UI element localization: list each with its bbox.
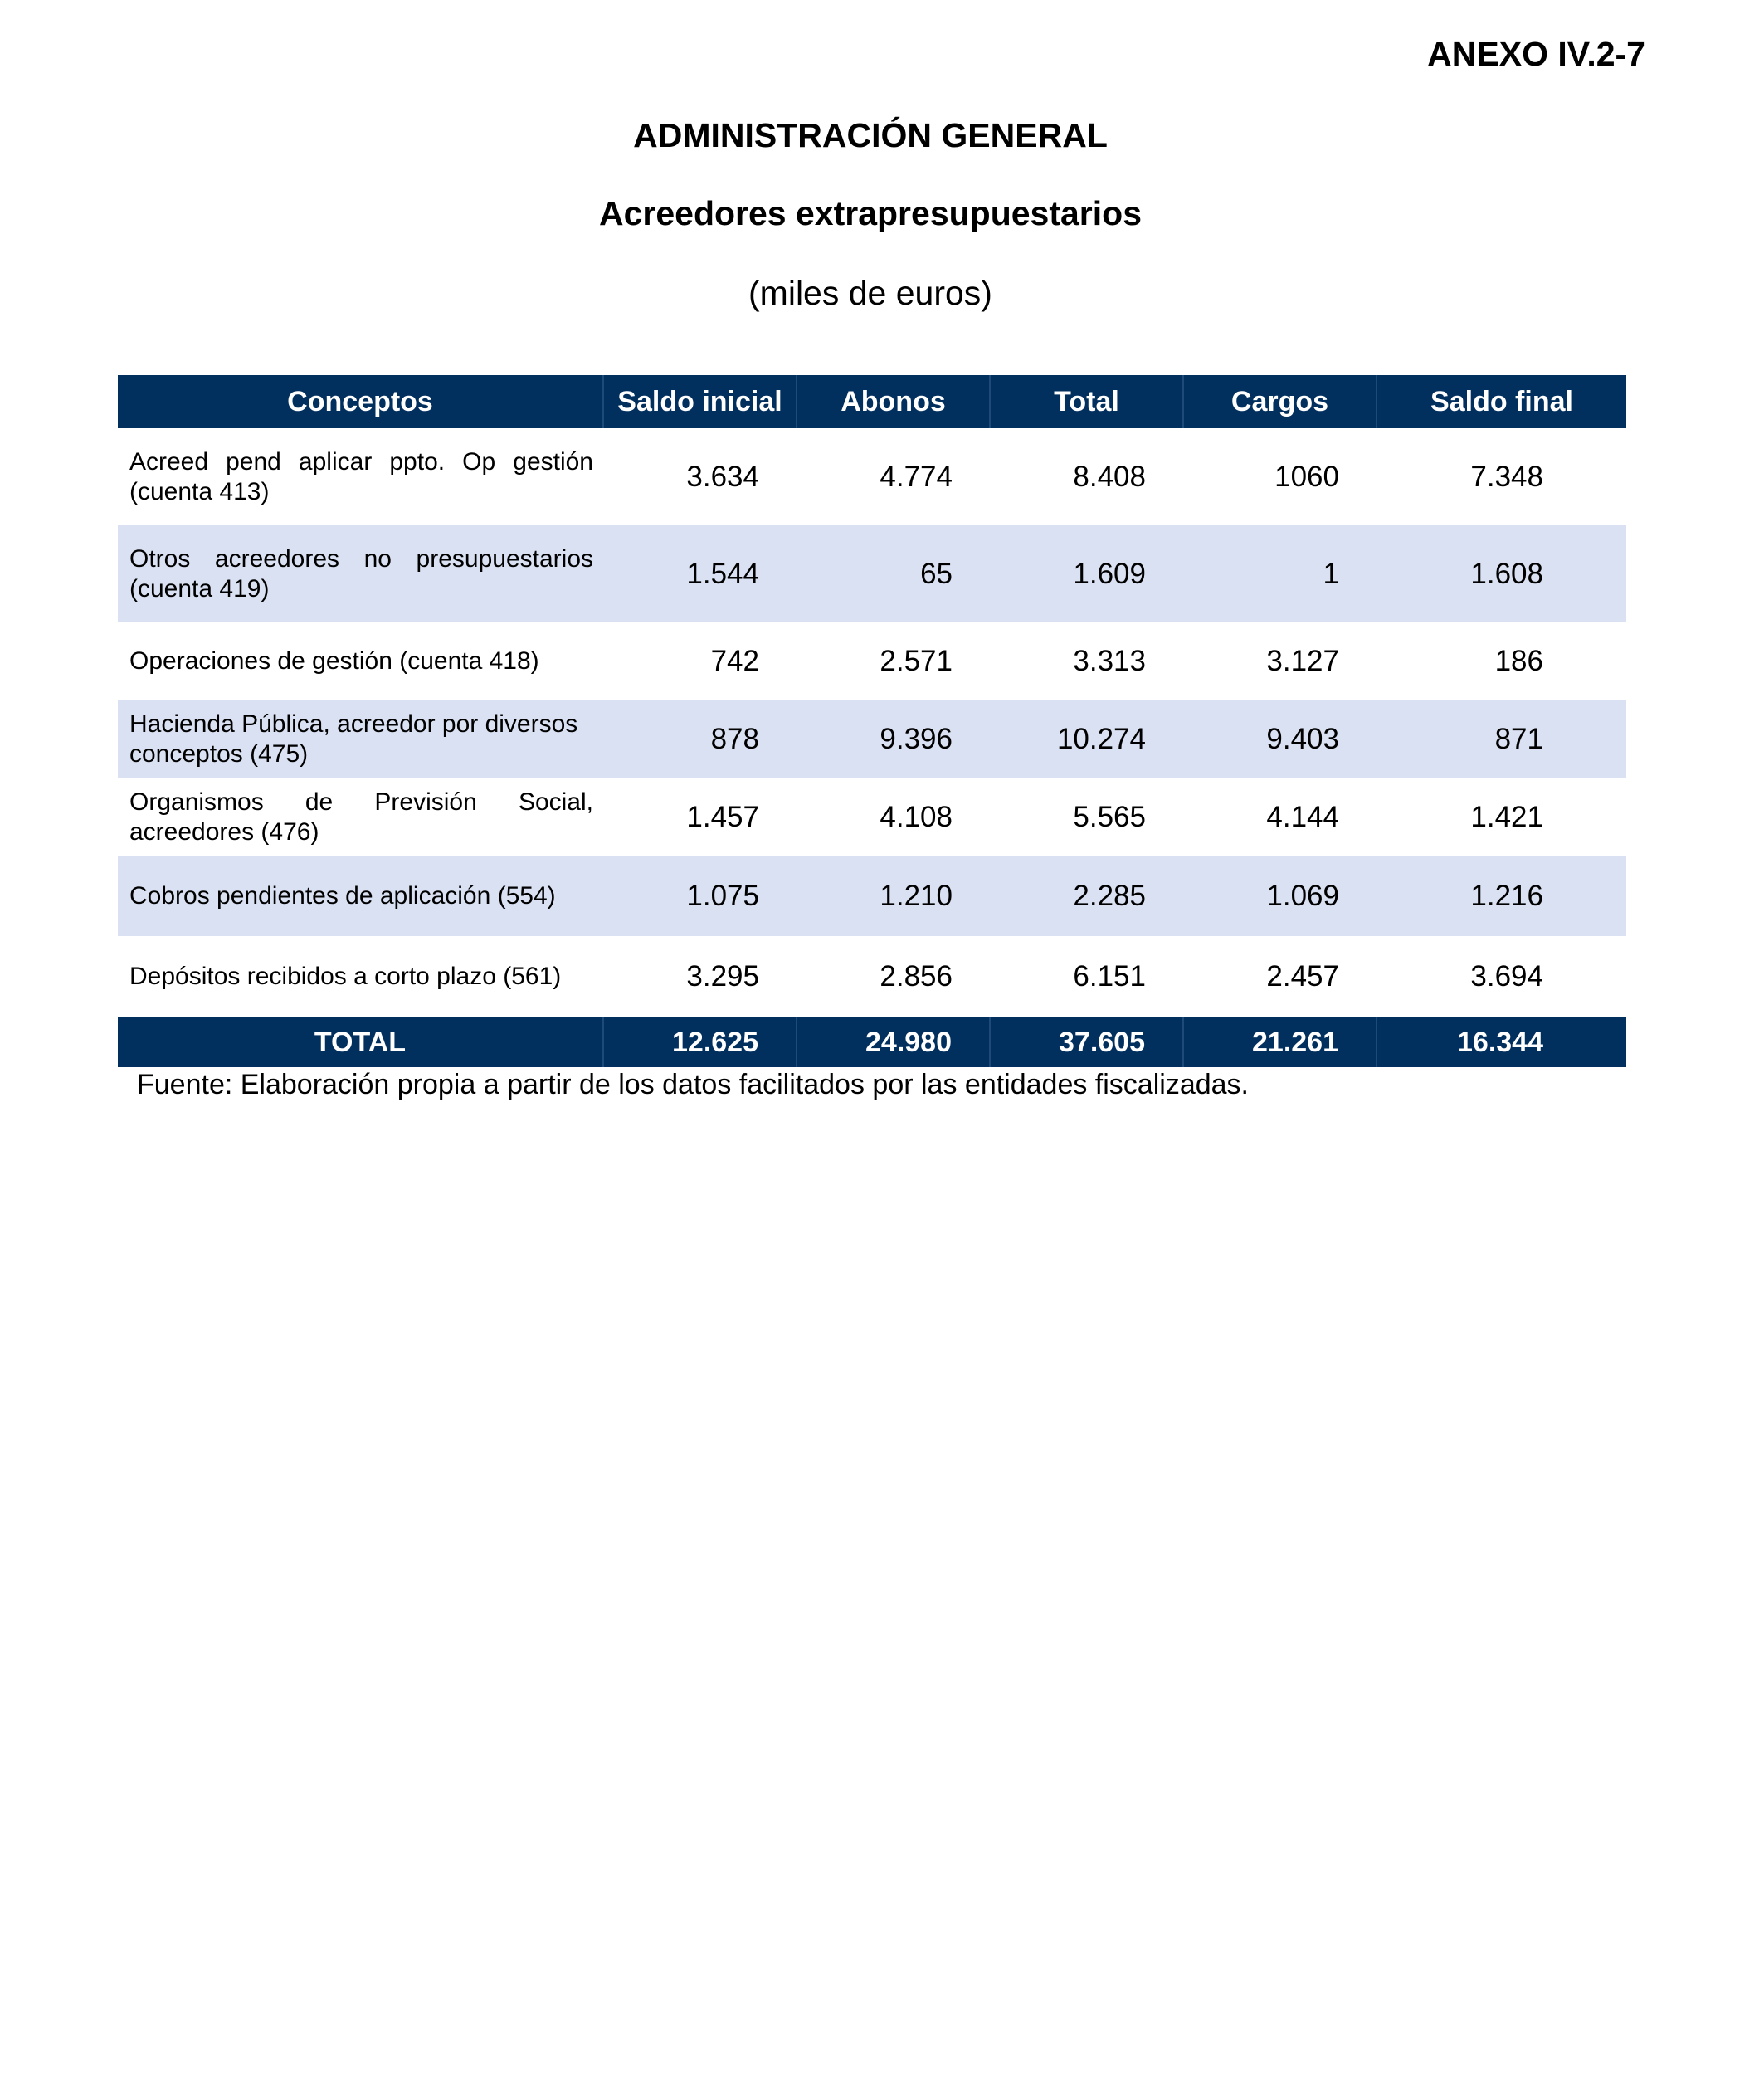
source-note: Fuente: Elaboración propia a partir de los datos facilitados por las entidades fiscalizadas. [137, 1069, 1249, 1100]
row-concept: Depósitos recibidos a corto plazo (561) [129, 963, 562, 990]
cell-abonos: 2.856 [880, 960, 953, 993]
cell-abonos: 65 [797, 525, 990, 622]
table-row [118, 778, 1626, 856]
units-label: (miles de euros) [748, 274, 992, 312]
total-total: 37.605 [990, 1017, 1183, 1067]
cell-saldo-final: 186 [1494, 645, 1543, 677]
cell-abonos: 4.108 [880, 801, 953, 833]
cell-abonos: 4.774 [880, 460, 953, 493]
total-saldo-final: 16.344 [1377, 1017, 1626, 1067]
table-header-row [118, 375, 1626, 428]
header-cargos: Cargos [1183, 375, 1377, 428]
cell-cargos: 2.457 [1266, 960, 1339, 993]
cell-total: 1.609 [990, 525, 1183, 622]
cell-cargos: 4.144 [1266, 801, 1339, 833]
header-saldo-inicial: Saldo inicial [603, 375, 797, 428]
annex-label: ANEXO IV.2-7 [1427, 35, 1645, 73]
row-concept: Operaciones de gestión (cuenta 418) [129, 647, 539, 675]
cell-saldo-inicial: 1.544 [603, 525, 797, 622]
row-concept: Hacienda Pública, acreedor por diversos conceptos (475) [118, 700, 603, 778]
total-cargos: 21.261 [1183, 1017, 1377, 1067]
total-row [118, 1017, 1626, 1067]
row-concept: Cobros pendientes de aplicación (554) [118, 856, 603, 936]
table-row [118, 525, 1626, 622]
header-conceptos: Conceptos [118, 375, 603, 428]
cell-saldo-final: 871 [1377, 700, 1626, 778]
cell-total: 10.274 [990, 700, 1183, 778]
cell-total: 6.151 [1073, 960, 1146, 993]
cell-total: 8.408 [1073, 460, 1146, 493]
table-row [118, 856, 1626, 936]
total-abonos: 24.980 [797, 1017, 990, 1067]
cell-abonos: 9.396 [797, 700, 990, 778]
table-row [118, 936, 1626, 1017]
row-concept: Otros acreedores no presupuestarios (cuenta 419) [118, 525, 603, 622]
total-label: TOTAL [118, 1017, 603, 1067]
table-row [118, 700, 1626, 778]
cell-saldo-inicial: 3.634 [686, 460, 759, 493]
cell-total: 5.565 [1073, 801, 1146, 833]
cell-cargos: 9.403 [1183, 700, 1377, 778]
cell-saldo-final: 1.421 [1470, 801, 1543, 833]
cell-saldo-final: 3.694 [1470, 960, 1543, 993]
page-title: ADMINISTRACIÓN GENERAL [633, 116, 1108, 154]
table-row [118, 428, 1626, 525]
cell-saldo-final: 1.216 [1377, 856, 1626, 936]
cell-total: 3.313 [1073, 645, 1146, 677]
cell-cargos: 1060 [1274, 460, 1339, 493]
row-concept: Acreed pend aplicar ppto. Op gestión (cuenta 413) [129, 447, 593, 505]
cell-saldo-final: 1.608 [1377, 525, 1626, 622]
header-total: Total [990, 375, 1183, 428]
cell-abonos: 2.571 [880, 645, 953, 677]
page-subtitle: Acreedores extrapresupuestarios [598, 194, 1143, 232]
creditors-table [118, 375, 1626, 1067]
cell-saldo-inicial: 1.457 [686, 801, 759, 833]
row-concept: Organismos de Previsión Social, acreedores (476) [129, 788, 593, 846]
cell-cargos: 3.127 [1266, 645, 1339, 677]
cell-cargos: 1 [1183, 525, 1377, 622]
cell-abonos: 1.210 [797, 856, 990, 936]
header-abonos: Abonos [797, 375, 990, 428]
table-row [118, 622, 1626, 700]
cell-cargos: 1.069 [1183, 856, 1377, 936]
cell-saldo-inicial: 878 [603, 700, 797, 778]
cell-saldo-inicial: 1.075 [603, 856, 797, 936]
header-saldo-final: Saldo final [1377, 375, 1626, 428]
total-saldo-inicial: 12.625 [603, 1017, 797, 1067]
cell-saldo-inicial: 3.295 [686, 960, 759, 993]
cell-saldo-final: 7.348 [1470, 460, 1543, 493]
cell-saldo-inicial: 742 [710, 645, 759, 677]
cell-total: 2.285 [990, 856, 1183, 936]
